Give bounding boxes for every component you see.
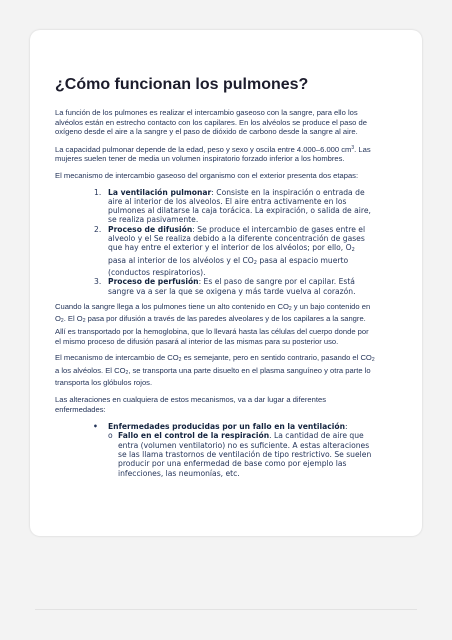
- list-marker: 3.: [94, 277, 102, 287]
- disease-subterm: Fallo en el control de la respiración: [118, 431, 270, 441]
- list-item: o Fallo en el control de la respiración. La cantidad de aire que entra (volumen ventilatorio) no es suficiente. A estas alteraciones se las llama trastornos de ventilación de tipo restrictivo. Se suelen producir por una enfermedad de base como por ejemplo las infecciones, las neumonías, etc.: [108, 431, 372, 478]
- list-item: 2. Proceso de difusión: Se produce el intercambio de gases entre el alveolo y el Se realiza debido a la diferente concentración de gases que hay entre el exterior y el interior de los alvéolos; por ello, $O_2$ pasa al interior de los alvéolos y el $CO_2$ pasa al espacio muerto (conductos respiratorios).: [94, 224, 366, 277]
- list-marker: 1.: [94, 187, 102, 197]
- stages-list: [55, 188, 375, 296]
- document-content: [55, 75, 375, 478]
- bullet-marker: •: [93, 422, 98, 432]
- list-item: 3. Proceso de perfusión: Es el paso de sangre por el capilar. Está sangre va a ser la que se oxigena y más tarde vuelva al corazón.: [94, 277, 356, 296]
- list-marker: 2.: [94, 224, 102, 234]
- paragraph-alterations: Las alteraciones en cualquiera de estos mecanismos, va a dar lugar a diferentes enfermedades:: [55, 394, 326, 414]
- stage-term: Proceso de difusión: [108, 224, 193, 234]
- page-divider: [35, 609, 417, 610]
- list-item: 1. La ventilación pulmonar: Consiste en la inspiración o entrada de aire al interior de los alveolos. El aire entra activamente en los pulmones al dilatarse la caja torácica. La expiración, o salida de aire, se realiza pasivamente.: [94, 187, 371, 225]
- sub-bullet-marker: o: [108, 431, 113, 441]
- paragraph-exchange-intro: El mecanismo de intercambio gaseoso del organismo con el exterior presenta dos etapas:: [55, 170, 359, 180]
- paragraph-oxygen-transport: Cuando la sangre llega a los pulmones tiene un alto contenido en $CO_2$ y un bajo contenido en $O_2$. El $O_2$ pasa por difusión a través de las paredes alveolares y de los capilares a la sangre. Allí es transportado por la hemoglobina, que lo llevará hasta las células del cuerpo donde por el mismo proceso de difusión pasará al interior de las mismas para su posterior uso.: [55, 301, 371, 346]
- paragraph-co2-exchange: El mecanismo de intercambio de $CO_2$ es semejante, pero en sentido contrario, pasando el $CO_2$ a los alvéolos. El $CO_2$, se transporta una parte disuelto en el plasma sanguíneo y otra parte lo transporta los glóbulos rojos.: [55, 353, 375, 388]
- disease-term: Enfermedades producidas por un fallo en la ventilación: [108, 422, 345, 432]
- paragraph-lung-function: La función de los pulmones es realizar el intercambio gaseoso con la sangre, para ello los alvéolos están en estrecho contacto con los capilares. En los alvéolos se produce el paso de oxígeno desde el aire a la sangre y el paso de dióxido de carbono desde la sangre al aire.: [55, 108, 367, 137]
- diseases-list: [55, 422, 375, 478]
- diseases-sublist: [108, 431, 375, 477]
- stage-term: Proceso de perfusión: [108, 277, 199, 287]
- list-item: • Enfermedades producidas por un fallo en la ventilación: o Fallo en el control de la respiración. La cantidad de aire que entra (volumen ventilatorio) no es suficiente. A estas alteraciones se las llama trastornos de ventilación de tipo restrictivo. Se suelen producir por una enfermedad de base como por ejemplo las infecciones, las neumonías, etc.: [55, 422, 375, 478]
- page-title: ¿Cómo funcionan los pulmones?: [55, 76, 309, 93]
- paragraph-lung-capacity: La capacidad pulmonar depende de la edad, peso y sexo y oscila entre 4.000–6.000 $cm^3$. Las mujeres suelen tener de media un volumen inspiratorio forzado inferior a los hombres.: [55, 144, 371, 164]
- stage-term: La ventilación pulmonar: [108, 187, 212, 197]
